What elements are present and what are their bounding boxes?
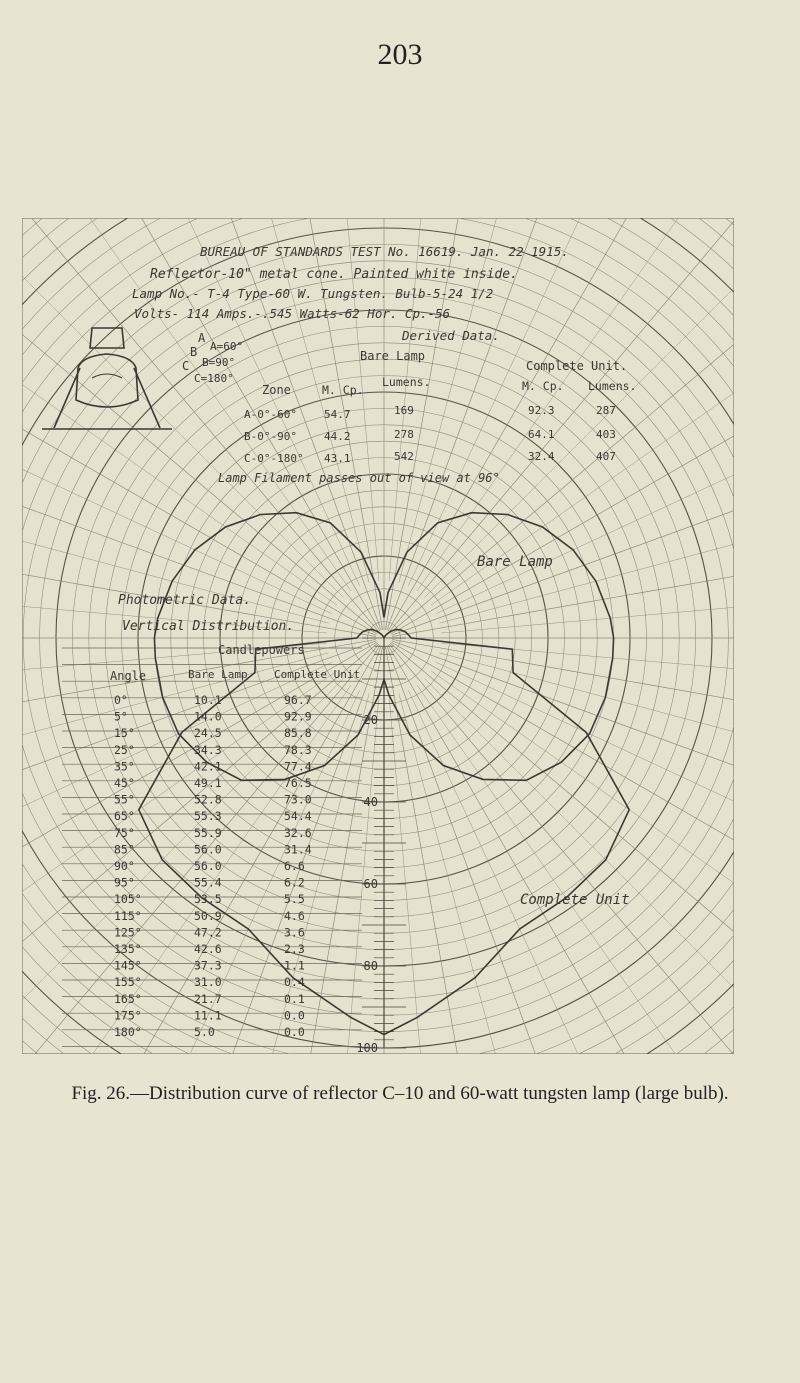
header-line2: Reflector-10" metal cone. Painted white inside. bbox=[150, 267, 518, 282]
header-line1: BUREAU OF STANDARDS TEST No. 16619. Jan. 22 1915. bbox=[200, 244, 569, 259]
table-cell: 42.6 bbox=[194, 942, 222, 956]
radial-tick-label: 60 bbox=[363, 877, 378, 891]
table-cell: 175° bbox=[114, 1008, 142, 1023]
table-cell: 96.7 bbox=[284, 693, 312, 707]
table-cell: 56.0 bbox=[194, 842, 222, 857]
table-cell: 1.1 bbox=[284, 958, 305, 973]
table-cell: 52.8 bbox=[194, 792, 222, 807]
table-cell: 21.7 bbox=[194, 991, 222, 1006]
table-cell: 180° bbox=[114, 1025, 142, 1039]
table-cell: 2.3 bbox=[284, 942, 305, 956]
photometric-title2: Vertical Distribution. bbox=[122, 619, 295, 634]
table-cell: 56.0 bbox=[194, 859, 222, 873]
table-cell: 0.0 bbox=[284, 1008, 305, 1023]
table-cell: 45° bbox=[114, 776, 135, 790]
derived-row-c-mcp: 43.1 bbox=[324, 452, 351, 465]
table-cell: 31.0 bbox=[194, 975, 222, 990]
side-angle-b: B=90° bbox=[202, 356, 236, 369]
table-cell: 65° bbox=[114, 809, 135, 824]
side-angle-a: A=60° bbox=[210, 340, 244, 353]
table-cell: 54.4 bbox=[284, 809, 312, 824]
side-label-a: A bbox=[198, 331, 206, 345]
table-cell: 24.5 bbox=[194, 726, 222, 741]
radial-tick-label: 40 bbox=[363, 795, 378, 809]
derived-row-b-mcp2: 64.1 bbox=[528, 428, 555, 441]
table-cell: 10.1 bbox=[194, 693, 222, 707]
photometric-title1: Photometric Data. bbox=[118, 593, 252, 608]
table-cell: 11.1 bbox=[194, 1008, 222, 1023]
table-cell: 5.5 bbox=[284, 892, 305, 907]
side-label-b: B bbox=[190, 345, 198, 359]
table-cell: 55° bbox=[114, 792, 135, 807]
derived-col-mcp2: M. Cp. bbox=[522, 379, 564, 393]
table-cell: 105° bbox=[114, 892, 142, 907]
table-cell: 6.2 bbox=[284, 875, 305, 890]
table-cell: 49.1 bbox=[194, 776, 222, 790]
table-cell: 4.6 bbox=[284, 908, 305, 923]
table-cell: 47.2 bbox=[194, 925, 222, 940]
table-cell: 5.0 bbox=[194, 1025, 215, 1039]
table-cell: 115° bbox=[114, 908, 142, 923]
header-line3: Lamp No.- T-4 Type-60 W. Tungsten. Bulb-5-24 1/2 bbox=[132, 286, 494, 301]
table-cell: 77.4 bbox=[284, 759, 312, 774]
table-cell: 53.5 bbox=[194, 892, 222, 907]
table-cell: 6.6 bbox=[284, 859, 305, 873]
table-cell: 35° bbox=[114, 759, 135, 774]
derived-row-c-label: C-0°-180° bbox=[244, 452, 304, 465]
radial-tick-label: 80 bbox=[363, 959, 378, 973]
table-cell: 3.6 bbox=[284, 925, 305, 940]
side-label-c: C bbox=[182, 359, 190, 373]
col-complete-label: Complete Unit bbox=[274, 668, 361, 681]
col-bare-label: Bare Lamp bbox=[188, 668, 248, 681]
table-cell: 165° bbox=[114, 991, 142, 1006]
table-cell: 85.8 bbox=[284, 726, 312, 741]
table-cell: 73.0 bbox=[284, 792, 312, 807]
table-cell: 78.3 bbox=[284, 742, 312, 757]
candlepowers-label: Candlepowers bbox=[218, 643, 305, 657]
derived-row-b-lumens2: 403 bbox=[596, 428, 616, 441]
table-cell: 15° bbox=[114, 726, 135, 741]
derived-note: Lamp Filament passes out of view at 96° bbox=[218, 471, 500, 485]
table-cell: 76.5 bbox=[284, 776, 312, 790]
table-cell: 5° bbox=[114, 709, 128, 724]
derived-row-c-mcp2: 32.4 bbox=[528, 450, 555, 463]
radial-tick-label: 20 bbox=[363, 713, 378, 727]
figure-caption: Fig. 26.—Distribution curve of reflector C–10 and 60-watt tungsten lamp (large bulb). bbox=[71, 1083, 729, 1104]
derived-complete-unit: Complete Unit. bbox=[526, 359, 628, 373]
table-cell: 34.3 bbox=[194, 742, 222, 757]
table-cell: 55.9 bbox=[194, 825, 222, 840]
table-cell: 95° bbox=[114, 875, 135, 890]
curve-label-bare: Bare Lamp bbox=[477, 554, 553, 570]
table-cell: 135° bbox=[114, 942, 142, 956]
derived-row-a-mcp2: 92.3 bbox=[528, 404, 555, 417]
table-cell: 75° bbox=[114, 825, 135, 840]
curve-label-complete: Complete Unit bbox=[520, 892, 630, 908]
derived-row-a-lumens: 169 bbox=[394, 404, 414, 417]
distribution-curve-chart bbox=[22, 218, 734, 1054]
derived-row-c-lumens2: 407 bbox=[596, 450, 616, 463]
table-cell: 85° bbox=[114, 842, 135, 857]
page-number: 203 bbox=[377, 38, 423, 71]
table-cell: 55.4 bbox=[194, 875, 222, 890]
derived-col-lumens: Lumens. bbox=[382, 375, 431, 389]
radial-tick-label: 100 bbox=[356, 1041, 378, 1054]
table-cell: 50.9 bbox=[194, 908, 222, 923]
derived-title: Derived Data. bbox=[402, 328, 500, 343]
derived-col-lumens2: Lumens. bbox=[588, 379, 637, 393]
table-cell: 125° bbox=[114, 925, 142, 940]
derived-row-a-mcp: 54.7 bbox=[324, 408, 351, 421]
table-cell: 14.0 bbox=[194, 709, 222, 724]
table-cell: 0° bbox=[114, 693, 128, 707]
table-cell: 92.9 bbox=[284, 709, 312, 724]
table-cell: 155° bbox=[114, 975, 142, 990]
derived-row-b-lumens: 278 bbox=[394, 428, 414, 441]
derived-row-a-label: A-0°-60° bbox=[244, 408, 297, 421]
derived-col-mcp: M. Cp. bbox=[322, 383, 364, 397]
table-cell: 32.6 bbox=[284, 825, 312, 840]
col-angle-label: Angle bbox=[110, 669, 147, 683]
table-cell: 37.3 bbox=[194, 958, 222, 973]
table-cell: 0.4 bbox=[284, 975, 305, 990]
table-cell: 90° bbox=[114, 859, 135, 873]
table-cell: 145° bbox=[114, 958, 142, 973]
header-line4: Volts- 114 Amps.-.545 Watts-62 Hor. Cp.-56 bbox=[134, 306, 451, 321]
derived-row-c-lumens: 542 bbox=[394, 450, 414, 463]
table-cell: 0.1 bbox=[284, 991, 305, 1006]
table-cell: 25° bbox=[114, 742, 135, 757]
derived-row-b-mcp: 44.2 bbox=[324, 430, 351, 443]
derived-col-zone: Zone bbox=[262, 383, 291, 397]
table-cell: 55.3 bbox=[194, 809, 222, 824]
table-cell: 42.1 bbox=[194, 759, 222, 774]
derived-row-b-label: B-0°-90° bbox=[244, 430, 297, 443]
derived-row-a-lumens2: 287 bbox=[596, 404, 616, 417]
derived-bare-lamp: Bare Lamp bbox=[360, 349, 426, 363]
side-angle-c: C=180° bbox=[194, 372, 234, 385]
table-cell: 31.4 bbox=[284, 842, 312, 857]
table-cell: 0.0 bbox=[284, 1025, 305, 1039]
